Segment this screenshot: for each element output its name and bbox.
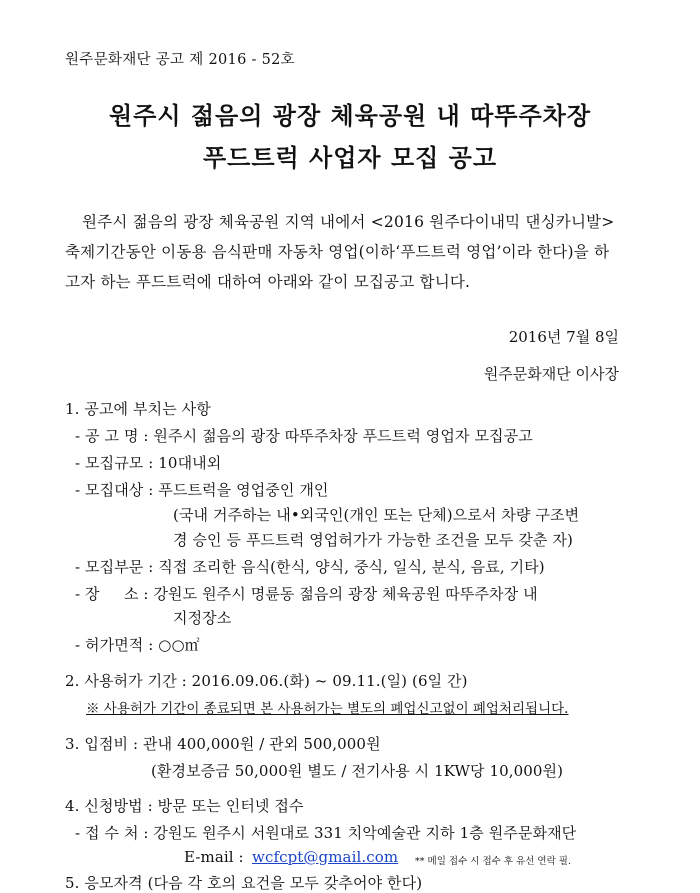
area-item: - 허가면적 : ○○㎡	[75, 636, 200, 654]
section-1-heading: 1. 공고에 부치는 사항	[65, 400, 211, 418]
issuer-name: 원주문화재단 이사장	[483, 365, 619, 383]
email-link[interactable]: wcfcpt@gmail.com	[252, 848, 399, 866]
notice-name-item: - 공 고 명 : 원주시 젊음의 광장 따뚜주차장 푸드트럭 영업자 모집공고	[75, 427, 533, 445]
notice-number: 원주문화재단 공고 제 2016 - 52호	[65, 52, 295, 68]
target-detail-2: 경 승인 등 푸드트럭 영업허가가 가능한 조건을 모두 갖춘 자)	[173, 531, 573, 549]
scale-item: - 모집규모 : 10대내외	[75, 454, 222, 472]
section-2-note: ※ 사용허가 기간이 종료되면 본 사용허가는 별도의 폐업신고없이 폐업처리됩니다.	[86, 701, 569, 717]
email-note: ** 메일 접수 시 접수 후 유선 연락 필.	[415, 856, 571, 867]
section-5-heading: 5. 응모자격 (다음 각 호의 요건을 모두 갖추어야 한다)	[65, 874, 423, 892]
title-line-2: 푸드트럭 사업자 모집 공고	[202, 143, 498, 172]
intro-line-3: 고자 하는 푸드트럭에 대하여 아래와 같이 모집공고 합니다.	[65, 273, 471, 291]
section-3-heading: 3. 입점비 : 관내 400,000원 / 관외 500,000원	[65, 735, 381, 753]
target-detail-1: (국내 거주하는 내•외국인(개인 또는 단체)으로서 차량 구조변	[173, 506, 580, 524]
place-item: - 장 소 : 강원도 원주시 명륜동 젊음의 광장 체육공원 따뚜주차장 내	[75, 585, 538, 603]
email-label: E-mail :	[184, 848, 244, 866]
target-item: - 모집대상 : 푸드트럭을 영업중인 개인	[75, 481, 329, 499]
section-2-heading: 2. 사용허가 기간 : 2016.09.06.(화) ~ 09.11.(일) (6일 간)	[65, 672, 468, 690]
reception-item: - 접 수 처 : 강원도 원주시 서원대로 331 치악예술관 지하 1층 원주문화재단	[75, 824, 577, 842]
issue-date: 2016년 7월 8일	[508, 328, 619, 346]
title-line-1: 원주시 젊음의 광장 체육공원 내 따뚜주차장	[108, 101, 592, 130]
section-4-heading: 4. 신청방법 : 방문 또는 인터넷 접수	[65, 797, 304, 815]
intro-line-2: 축제기간동안 이동용 음식판매 자동차 영업(이하‘푸드트럭 영업’이라 한다)을 하	[65, 243, 610, 261]
place-detail: 지정장소	[173, 609, 232, 627]
section-3-detail: (환경보증금 50,000원 별도 / 전기사용 시 1KW당 10,000원)	[151, 762, 564, 780]
category-item: - 모집부문 : 직접 조리한 음식(한식, 양식, 중식, 일식, 분식, 음료, 기타)	[75, 558, 545, 576]
intro-line-1: 원주시 젊음의 광장 체육공원 지역 내에서 <2016 원주다이내믹 댄싱카니발>	[82, 213, 615, 231]
